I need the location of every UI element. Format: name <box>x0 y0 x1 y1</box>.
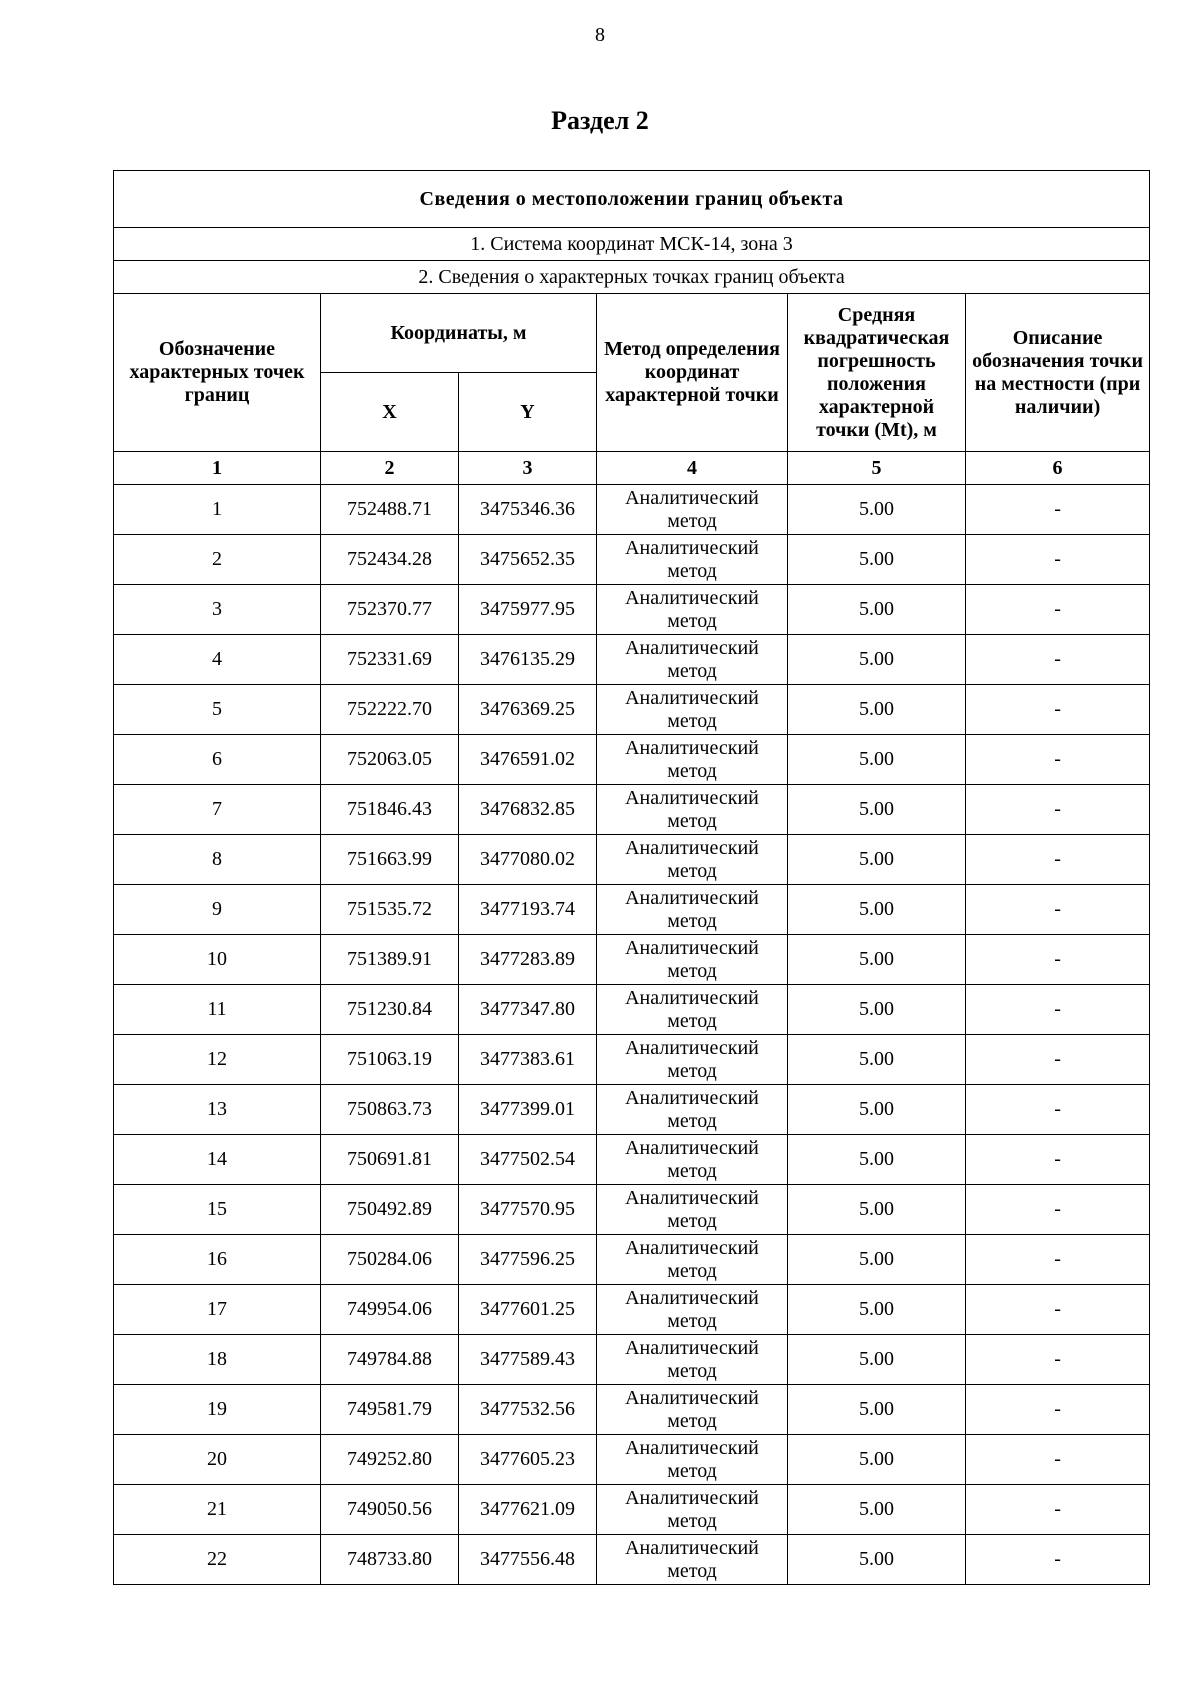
point-method: Аналитический метод <box>597 735 788 785</box>
point-y: 3477621.09 <box>459 1485 597 1535</box>
column-number: 6 <box>966 452 1150 485</box>
point-x: 751846.43 <box>321 785 459 835</box>
point-y: 3475977.95 <box>459 585 597 635</box>
point-x: 749050.56 <box>321 1485 459 1535</box>
point-id: 18 <box>114 1335 321 1385</box>
point-x: 752370.77 <box>321 585 459 635</box>
point-id: 13 <box>114 1085 321 1135</box>
points-caption: 2. Сведения о характерных точках границ объекта <box>114 261 1150 294</box>
point-method: Аналитический метод <box>597 785 788 835</box>
point-method: Аналитический метод <box>597 1485 788 1535</box>
page-number: 8 <box>595 24 605 46</box>
point-id: 6 <box>114 735 321 785</box>
point-id: 3 <box>114 585 321 635</box>
point-description: - <box>966 1185 1150 1235</box>
table-row <box>114 885 1150 935</box>
point-x: 750492.89 <box>321 1185 459 1235</box>
point-x: 752488.71 <box>321 485 459 535</box>
table-row <box>114 1035 1150 1085</box>
point-description: - <box>966 1435 1150 1485</box>
point-id: 2 <box>114 535 321 585</box>
point-error: 5.00 <box>788 685 966 735</box>
point-method: Аналитический метод <box>597 1285 788 1335</box>
point-method: Аналитический метод <box>597 1435 788 1485</box>
point-y: 3477193.74 <box>459 885 597 935</box>
point-y: 3477570.95 <box>459 1185 597 1235</box>
point-id: 4 <box>114 635 321 685</box>
table-row <box>114 985 1150 1035</box>
point-method: Аналитический метод <box>597 1135 788 1185</box>
point-error: 5.00 <box>788 585 966 635</box>
point-method: Аналитический метод <box>597 1385 788 1435</box>
column-number: 2 <box>321 452 459 485</box>
point-method: Аналитический метод <box>597 1335 788 1385</box>
coordinate-system: 1. Система координат МСК-14, зона 3 <box>114 228 1150 261</box>
point-y: 3476591.02 <box>459 735 597 785</box>
point-error: 5.00 <box>788 835 966 885</box>
point-y: 3477605.23 <box>459 1435 597 1485</box>
table-row <box>114 635 1150 685</box>
point-description: - <box>966 785 1150 835</box>
table-row <box>114 1235 1150 1285</box>
point-id: 10 <box>114 935 321 985</box>
point-id: 8 <box>114 835 321 885</box>
point-error: 5.00 <box>788 1185 966 1235</box>
point-method: Аналитический метод <box>597 885 788 935</box>
point-y: 3477080.02 <box>459 835 597 885</box>
point-method: Аналитический метод <box>597 1185 788 1235</box>
point-description: - <box>966 1285 1150 1335</box>
table-title: Сведения о местоположении границ объекта <box>114 171 1150 228</box>
point-y: 3477556.48 <box>459 1535 597 1585</box>
point-description: - <box>966 1035 1150 1085</box>
point-y: 3477283.89 <box>459 935 597 985</box>
point-id: 9 <box>114 885 321 935</box>
point-id: 11 <box>114 985 321 1035</box>
section-title: Раздел 2 <box>551 106 649 135</box>
point-x: 752331.69 <box>321 635 459 685</box>
header-designation: Обозначение характерных точек границ <box>114 294 321 452</box>
point-y: 3475652.35 <box>459 535 597 585</box>
point-error: 5.00 <box>788 1485 966 1535</box>
point-x: 749581.79 <box>321 1385 459 1435</box>
point-y: 3477399.01 <box>459 1085 597 1135</box>
point-y: 3477601.25 <box>459 1285 597 1335</box>
point-method: Аналитический метод <box>597 485 788 535</box>
point-x: 749252.80 <box>321 1435 459 1485</box>
table-row <box>114 1185 1150 1235</box>
point-id: 16 <box>114 1235 321 1285</box>
point-description: - <box>966 685 1150 735</box>
point-method: Аналитический метод <box>597 685 788 735</box>
point-description: - <box>966 935 1150 985</box>
point-error: 5.00 <box>788 1335 966 1385</box>
point-x: 749954.06 <box>321 1285 459 1335</box>
point-description: - <box>966 1535 1150 1585</box>
column-number: 1 <box>114 452 321 485</box>
point-method: Аналитический метод <box>597 835 788 885</box>
point-error: 5.00 <box>788 735 966 785</box>
table-row <box>114 1485 1150 1535</box>
header-coordinates: Координаты, м <box>321 294 597 373</box>
column-number: 5 <box>788 452 966 485</box>
header-description: Описание обозначения точки на местности (при наличии) <box>966 294 1150 452</box>
point-description: - <box>966 885 1150 935</box>
point-y: 3476832.85 <box>459 785 597 835</box>
point-error: 5.00 <box>788 635 966 685</box>
table-row <box>114 735 1150 785</box>
point-error: 5.00 <box>788 785 966 835</box>
point-id: 20 <box>114 1435 321 1485</box>
point-method: Аналитический метод <box>597 935 788 985</box>
point-y: 3477383.61 <box>459 1035 597 1085</box>
table-row <box>114 585 1150 635</box>
point-method: Аналитический метод <box>597 1085 788 1135</box>
header-method: Метод определения координат характерной точки <box>597 294 788 452</box>
point-error: 5.00 <box>788 885 966 935</box>
point-y: 3476369.25 <box>459 685 597 735</box>
point-x: 750284.06 <box>321 1235 459 1285</box>
point-x: 749784.88 <box>321 1335 459 1385</box>
table-body <box>114 485 1150 1585</box>
point-y: 3477596.25 <box>459 1235 597 1285</box>
point-id: 5 <box>114 685 321 735</box>
point-description: - <box>966 1335 1150 1385</box>
point-method: Аналитический метод <box>597 985 788 1035</box>
table-row <box>114 1385 1150 1435</box>
point-method: Аналитический метод <box>597 1535 788 1585</box>
point-y: 3477532.56 <box>459 1385 597 1435</box>
point-x: 751535.72 <box>321 885 459 935</box>
header-x: X <box>321 373 459 452</box>
point-description: - <box>966 1485 1150 1535</box>
point-id: 21 <box>114 1485 321 1535</box>
point-y: 3477347.80 <box>459 985 597 1035</box>
point-description: - <box>966 735 1150 785</box>
point-y: 3477589.43 <box>459 1335 597 1385</box>
point-description: - <box>966 1235 1150 1285</box>
point-error: 5.00 <box>788 1235 966 1285</box>
point-error: 5.00 <box>788 1035 966 1085</box>
point-error: 5.00 <box>788 985 966 1035</box>
point-error: 5.00 <box>788 935 966 985</box>
point-error: 5.00 <box>788 1135 966 1185</box>
column-number: 3 <box>459 452 597 485</box>
table-row <box>114 1335 1150 1385</box>
point-error: 5.00 <box>788 1435 966 1485</box>
point-x: 751230.84 <box>321 985 459 1035</box>
point-id: 7 <box>114 785 321 835</box>
point-id: 15 <box>114 1185 321 1235</box>
point-y: 3477502.54 <box>459 1135 597 1185</box>
point-y: 3475346.36 <box>459 485 597 535</box>
point-description: - <box>966 1385 1150 1435</box>
table-row <box>114 835 1150 885</box>
point-id: 17 <box>114 1285 321 1335</box>
point-y: 3476135.29 <box>459 635 597 685</box>
point-x: 750863.73 <box>321 1085 459 1135</box>
point-id: 22 <box>114 1535 321 1585</box>
point-x: 750691.81 <box>321 1135 459 1185</box>
point-error: 5.00 <box>788 1285 966 1335</box>
table-row <box>114 1085 1150 1135</box>
point-description: - <box>966 635 1150 685</box>
point-x: 752222.70 <box>321 685 459 735</box>
point-x: 751389.91 <box>321 935 459 985</box>
point-method: Аналитический метод <box>597 1035 788 1085</box>
point-x: 752063.05 <box>321 735 459 785</box>
point-error: 5.00 <box>788 1535 966 1585</box>
point-error: 5.00 <box>788 485 966 535</box>
table-row <box>114 535 1150 585</box>
point-description: - <box>966 835 1150 885</box>
point-x: 752434.28 <box>321 535 459 585</box>
point-x: 751063.19 <box>321 1035 459 1085</box>
point-method: Аналитический метод <box>597 1235 788 1285</box>
point-error: 5.00 <box>788 535 966 585</box>
table-row <box>114 785 1150 835</box>
table-row <box>114 1135 1150 1185</box>
point-description: - <box>966 535 1150 585</box>
table-row <box>114 935 1150 985</box>
point-id: 1 <box>114 485 321 535</box>
point-description: - <box>966 485 1150 535</box>
point-x: 751663.99 <box>321 835 459 885</box>
point-method: Аналитический метод <box>597 535 788 585</box>
header-y: Y <box>459 373 597 452</box>
point-id: 19 <box>114 1385 321 1435</box>
point-method: Аналитический метод <box>597 635 788 685</box>
point-id: 14 <box>114 1135 321 1185</box>
point-description: - <box>966 985 1150 1035</box>
table-row <box>114 1285 1150 1335</box>
point-x: 748733.80 <box>321 1535 459 1585</box>
header-error: Средняя квадратическая погрешность положения характерной точки (Mt), м <box>788 294 966 452</box>
point-description: - <box>966 1135 1150 1185</box>
table-row <box>114 1535 1150 1585</box>
point-description: - <box>966 1085 1150 1135</box>
point-error: 5.00 <box>788 1385 966 1435</box>
point-method: Аналитический метод <box>597 585 788 635</box>
table-row <box>114 485 1150 535</box>
boundary-points-table <box>113 170 1150 1585</box>
table-row <box>114 685 1150 735</box>
point-id: 12 <box>114 1035 321 1085</box>
point-error: 5.00 <box>788 1085 966 1135</box>
table-row <box>114 1435 1150 1485</box>
column-number: 4 <box>597 452 788 485</box>
point-description: - <box>966 585 1150 635</box>
